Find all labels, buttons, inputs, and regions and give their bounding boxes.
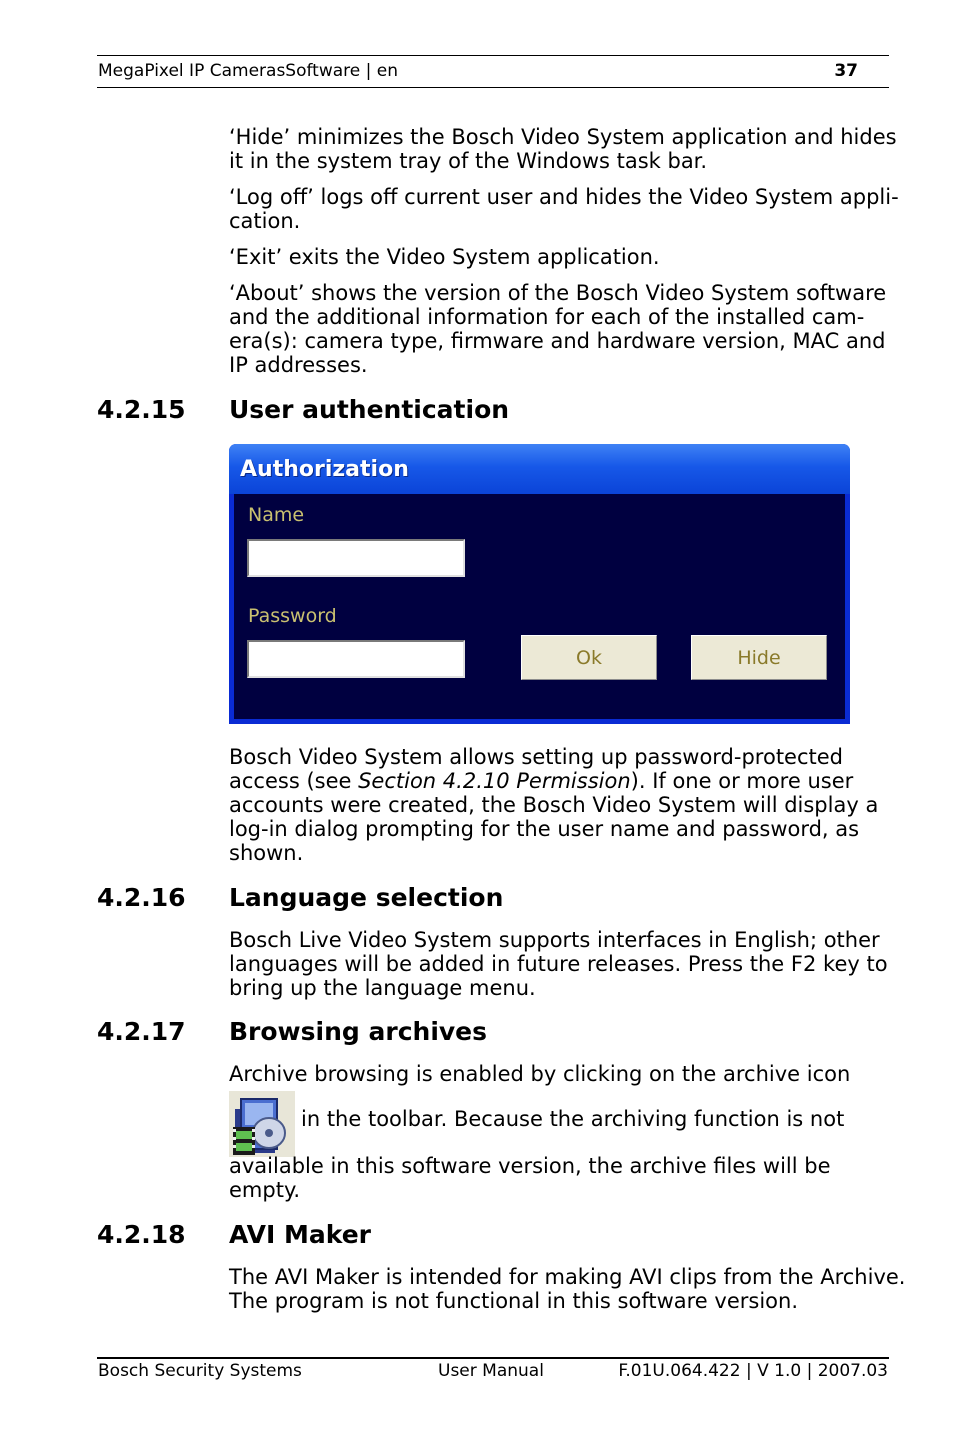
section-reference: Section 4.2.10 Permission bbox=[358, 769, 631, 793]
para-archive-l2: in the toolbar. Because the archiving function is not bbox=[301, 1107, 845, 1131]
para-line: ‘Exit’ exits the Video System application. bbox=[229, 245, 660, 269]
para-line: it in the system tray of the Windows task bar. bbox=[229, 149, 708, 173]
para-language bbox=[229, 928, 894, 1000]
para-archive-rest bbox=[229, 1154, 894, 1202]
footer-company: Bosch Security Systems bbox=[98, 1361, 302, 1381]
para-line: ‘Hide’ minimizes the Bosch Video System application and hides bbox=[229, 125, 897, 149]
footer-rule bbox=[97, 1357, 889, 1359]
para-line: shown. bbox=[229, 841, 304, 865]
para-line: ‘Log off’ logs off current user and hides the Video System appli- bbox=[229, 185, 899, 209]
para-line: cation. bbox=[229, 209, 301, 233]
header-rule-top bbox=[97, 55, 889, 56]
dialog-body bbox=[234, 494, 845, 719]
para-archive-l1: Archive browsing is enabled by clicking on the archive icon bbox=[229, 1062, 851, 1086]
password-label: Password bbox=[248, 605, 337, 627]
para-line bbox=[229, 952, 894, 976]
dialog-titlebar[interactable] bbox=[229, 444, 850, 494]
archive-icon bbox=[229, 1091, 295, 1157]
para-line: ‘About’ shows the version of the Bosch Video System software bbox=[229, 281, 887, 305]
dialog-title: Authorization bbox=[240, 457, 409, 482]
para-exit bbox=[229, 245, 894, 269]
para-line: log-in dialog prompting for the user name and password, as bbox=[229, 817, 860, 841]
section-title: User authentication bbox=[229, 395, 510, 424]
footer-doc-id: F.01U.064.422 | V 1.0 | 2007.03 bbox=[618, 1361, 888, 1381]
para-line: empty. bbox=[229, 1178, 301, 1202]
para-line: The AVI Maker is intended for making AVI clips from the Archive. bbox=[229, 1265, 906, 1289]
para-line: and the additional information for each of the installed cam- bbox=[229, 305, 865, 329]
text-run: key to bbox=[816, 952, 888, 976]
footer-doc-type: User Manual bbox=[438, 1361, 544, 1381]
ok-button[interactable]: Ok bbox=[521, 635, 657, 680]
para-line: accounts were created, the Bosch Video System will display a bbox=[229, 793, 879, 817]
section-number: 4.2.17 bbox=[97, 1017, 186, 1046]
section-title: Browsing archives bbox=[229, 1017, 488, 1046]
para-line: IP addresses. bbox=[229, 353, 368, 377]
para-logoff bbox=[229, 185, 899, 233]
section-title: AVI Maker bbox=[229, 1220, 371, 1249]
para-line: Bosch Live Video System supports interfaces in English; other bbox=[229, 928, 880, 952]
authorization-dialog bbox=[229, 444, 850, 724]
section-title: Language selection bbox=[229, 883, 504, 912]
para-line: bring up the language menu. bbox=[229, 976, 536, 1000]
hide-button[interactable]: Hide bbox=[691, 635, 827, 680]
name-input[interactable] bbox=[247, 539, 465, 577]
para-line: era(s): camera type, firmware and hardware version, MAC and bbox=[229, 329, 886, 353]
key-name: F2 bbox=[790, 952, 817, 976]
para-line: The program is not functional in this software version. bbox=[229, 1289, 798, 1313]
page-number: 37 bbox=[834, 61, 858, 81]
para-line bbox=[229, 769, 894, 793]
text-run: access (see bbox=[229, 769, 359, 793]
header-rule-bottom bbox=[97, 87, 889, 88]
para-hide bbox=[229, 125, 897, 173]
para-authentication bbox=[229, 745, 894, 865]
para-line: Bosch Video System allows setting up password-protected bbox=[229, 745, 844, 769]
section-number: 4.2.15 bbox=[97, 395, 186, 424]
section-number: 4.2.16 bbox=[97, 883, 186, 912]
text-run: languages will be added in future releases. Press the bbox=[229, 952, 791, 976]
name-label: Name bbox=[248, 504, 305, 526]
header-title: MegaPixel IP CamerasSoftware | en bbox=[98, 61, 399, 81]
password-input[interactable] bbox=[247, 640, 465, 678]
para-avi-maker bbox=[229, 1265, 906, 1313]
text-run: ). If one or more user bbox=[630, 769, 854, 793]
para-about bbox=[229, 281, 894, 377]
para-line: available in this software version, the archive files will be bbox=[229, 1154, 831, 1178]
section-number: 4.2.18 bbox=[97, 1220, 186, 1249]
